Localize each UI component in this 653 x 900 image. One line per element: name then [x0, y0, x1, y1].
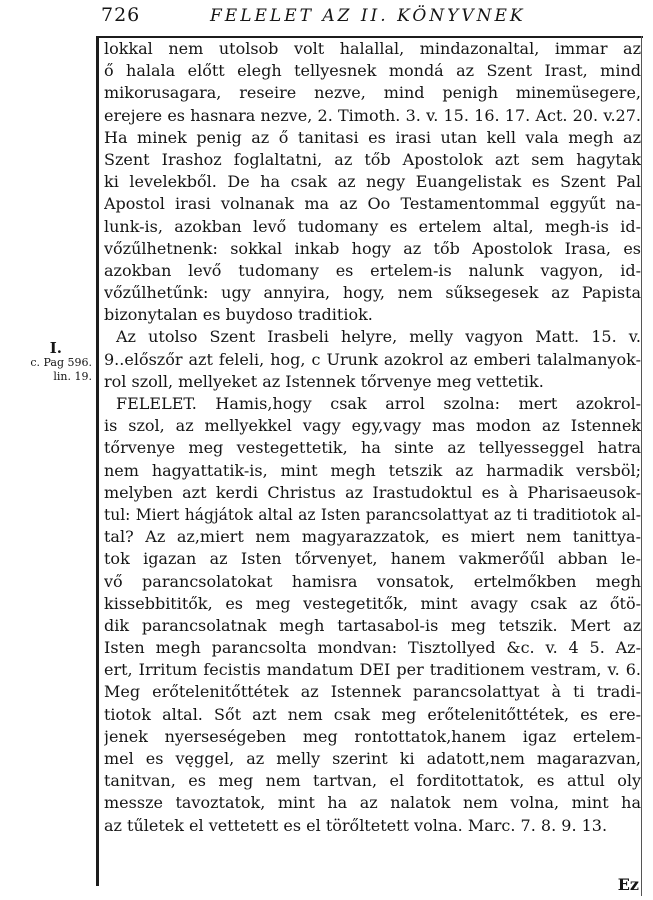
text-line: tanitvan, es meg nem tartvan, el forditottatok, es attul oly [104, 771, 641, 791]
page-number: 726 [101, 4, 141, 26]
text-line: Meg erőtelenitőttétek az Istennek parancsolattyat à ti tradi- [104, 682, 641, 702]
margin-note-line: lin. 19. [53, 370, 92, 383]
text-line: tőrvenye meg vestegettetik, ha sinte az tellyesseggel hatra [104, 438, 641, 458]
text-line: kissebbititők, es meg vestegetitők, mint avagy csak az őtö- [104, 593, 641, 613]
text-line: tal? Az az,miert nem magyarazzatok, es miert nem tanittya- [104, 527, 641, 547]
text-line: ő halala előtt elegh tellyesnek mondá az Szent Irast, mind [104, 61, 641, 81]
margin-note-reference: c. Pag 596. [30, 356, 92, 369]
text-line: ert, Irritum fecistis mandatum DEI per traditionem vestram, v. 6. [104, 660, 641, 680]
text-line: Szent Irashoz foglaltatni, az tőb Apostolok azt sem hagytak [104, 149, 641, 169]
margin-notes [8, 341, 92, 384]
text-line: FELELET. Hamis,hogy csak arrol szolna: mert azokrol- [116, 394, 641, 413]
margin-note-number: I. [49, 339, 62, 357]
text-line: dik parancsolatnak megh tartasabol-is meg tetszik. Mert az [104, 615, 641, 635]
right-edge-rule [641, 36, 642, 896]
text-line: azokban levő tudomany es ertelem-is nalunk vagyon, id- [104, 260, 641, 280]
text-line: vő parancsolatokat hamisra vonsatok, ertelmőkben megh [104, 571, 641, 591]
text-line: 9..előszőr azt feleli, hog, c Urunk azokrol az emberi talalmanyok- [104, 349, 641, 369]
catchword: Ez [617, 875, 639, 894]
text-line: Ha minek penig az ő tanitasi es irasi utan kell vala megh az [104, 127, 641, 147]
text-line: bizonytalan es buydoso traditiok. [104, 305, 373, 325]
left-column-rule [96, 36, 99, 886]
body-text [104, 38, 641, 837]
text-line: Apostol irasi volnanak ma az Oo Testamentommal eggyűt na- [104, 194, 641, 214]
text-line: tul: Miert hágjátok altal az Isten parancsolattyat az ti traditiotok al- [104, 505, 641, 524]
text-line: tiotok altal. Sőt azt nem csak meg erőtelenitőttétek, es ere- [104, 704, 641, 724]
text-line: vőzűlhetűnk: ugy annyira, hogy, nem sűksegesek az Papista [104, 283, 641, 303]
text-line: erejere es hasnara nezve, 2. Timoth. 3. v. 15. 16. 17. Act. 20. v.27. [104, 105, 641, 125]
text-line: lunk-is, azokban levő tudomany es ertelem altal, megh-is id- [104, 216, 641, 236]
text-line: melyben azt kerdi Christus az Irastudoktul es à Pharisaeusok- [104, 482, 641, 502]
text-line: ki levelekből. De ha csak az negy Euangelistak es Szent Pal [104, 172, 641, 192]
text-line: rol szoll, mellyeket az Istennek tőrvenye meg vettetik. [104, 371, 544, 391]
text-line: Az utolso Szent Irasbeli helyre, melly vagyon Matt. 15. v. [116, 327, 641, 347]
text-line: jenek nyerseségeben meg rontottatok,hanem igaz ertelem- [104, 726, 641, 746]
text-line: messze tavoztatok, mint ha az nalatok nem volna, mint ha [104, 793, 641, 813]
text-line: nem hagyattatik-is, mint megh tetszik az harmadik versböl; [104, 460, 641, 480]
text-line: tok igazan az Isten tőrvenyet, hanem vakmerőűl abban le- [104, 549, 641, 569]
text-line: Isten megh parancsolta mondvan: Tisztollyed &c. v. 4 5. Az- [104, 638, 641, 658]
text-line: is szol, az mellyekkel vagy egy,vagy mas modon az Istennek [104, 416, 641, 436]
text-line: mel es vęggel, az melly szerint ki adatott,nem magarazvan, [104, 749, 641, 768]
text-line: vőzűlhetnenk: sokkal inkab hogy az tőb Apostolok Irasa, es [104, 238, 641, 258]
text-line: mikorusagara, reseire nezve, mind penigh minemüsegere, [104, 83, 641, 103]
running-head: FELELET AZ II. KÖNYVNEK [210, 6, 526, 26]
text-line: az tűletek el vettetett es el törőltetett volna. Marc. 7. 8. 9. 13. [104, 815, 608, 835]
text-line: lokkal nem utolsob volt halallal, mindazonaltal, immar az [104, 39, 641, 58]
